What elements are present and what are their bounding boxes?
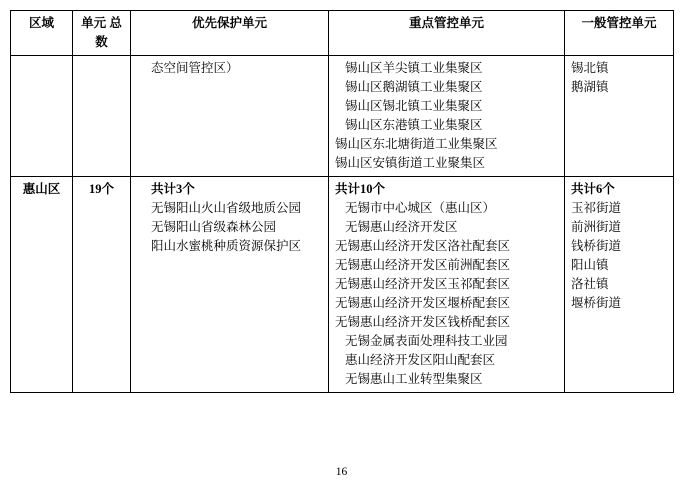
general-control-unit-item: 前洲街道 [571, 220, 622, 234]
general-control-unit-item: 玉祁街道 [571, 201, 622, 215]
key-control-unit-item: 无锡金属表面处理科技工业园 [345, 334, 508, 348]
general-control-unit-item: 钱桥街道 [571, 239, 622, 253]
cell-region: 惠山区 [11, 177, 73, 393]
key-control-unit-item: 无锡惠山经济开发区 [345, 220, 458, 234]
general-control-unit-item: 锡北镇 [571, 61, 609, 75]
priority-unit-item: 态空间管控区） [151, 61, 239, 75]
cell-unit-total: 19个 [73, 177, 131, 393]
key-control-unit-count: 共计10个 [335, 182, 386, 196]
table-row [11, 56, 674, 177]
cell-unit-total [73, 56, 131, 177]
column-header-total-line2: 总数 [95, 16, 122, 49]
table-row [11, 177, 674, 393]
general-control-unit-item: 洛社镇 [571, 277, 609, 291]
key-control-unit-item: 锡山区羊尖镇工业集聚区 [345, 61, 483, 75]
general-control-unit-count: 共计6个 [571, 182, 615, 196]
priority-unit-count: 共计3个 [151, 182, 195, 196]
priority-unit-item: 无锡阳山火山省级地质公园 [151, 201, 302, 215]
key-control-unit-item: 锡山区鹅湖镇工业集聚区 [345, 80, 483, 94]
key-control-unit-item: 锡山区锡北镇工业集聚区 [345, 99, 483, 113]
cell-priority-units [131, 56, 329, 177]
column-header-total-line1: 单元 [81, 16, 107, 30]
cell-general-control-units [565, 177, 674, 393]
key-control-unit-item: 无锡惠山经济开发区洛社配套区 [335, 239, 511, 253]
key-control-unit-item: 无锡惠山工业转型集聚区 [345, 372, 483, 386]
key-control-unit-item: 无锡惠山经济开发区堰桥配套区 [335, 296, 511, 310]
key-control-unit-item: 无锡惠山经济开发区玉祁配套区 [335, 277, 511, 291]
page-number: 16 [335, 466, 348, 478]
cell-key-control-units [329, 177, 565, 393]
table-header [11, 11, 674, 56]
column-header-general-control: 一般管控单元 [565, 11, 674, 56]
cell-region [11, 56, 73, 177]
cell-priority-units [131, 177, 329, 393]
key-control-unit-item: 锡山区东港镇工业集聚区 [345, 118, 483, 132]
key-control-unit-item: 无锡惠山经济开发区钱桥配套区 [335, 315, 511, 329]
key-control-unit-item: 无锡惠山经济开发区前洲配套区 [335, 258, 511, 272]
cell-key-control-units [329, 56, 565, 177]
general-control-unit-item: 堰桥街道 [571, 296, 622, 310]
priority-unit-item: 无锡阳山省级森林公园 [151, 220, 277, 234]
key-control-unit-item: 惠山经济开发区阳山配套区 [345, 353, 496, 367]
column-header-total [73, 11, 131, 56]
table-header-row [11, 11, 674, 56]
column-header-key-control: 重点管控单元 [329, 11, 565, 56]
column-header-region: 区域 [11, 11, 73, 56]
control-unit-table [10, 10, 674, 393]
key-control-unit-item: 锡山区安镇街道工业聚集区 [335, 156, 486, 170]
general-control-unit-item: 鹅湖镇 [571, 80, 609, 94]
cell-general-control-units [565, 56, 674, 177]
key-control-unit-item: 无锡市中心城区（惠山区） [345, 201, 496, 215]
general-control-unit-item: 阳山镇 [571, 258, 609, 272]
column-header-priority: 优先保护单元 [131, 11, 329, 56]
priority-unit-item: 阳山水蜜桃种质资源保护区 [151, 239, 302, 253]
key-control-unit-item: 锡山区东北塘街道工业集聚区 [335, 137, 498, 151]
table-body [11, 56, 674, 393]
